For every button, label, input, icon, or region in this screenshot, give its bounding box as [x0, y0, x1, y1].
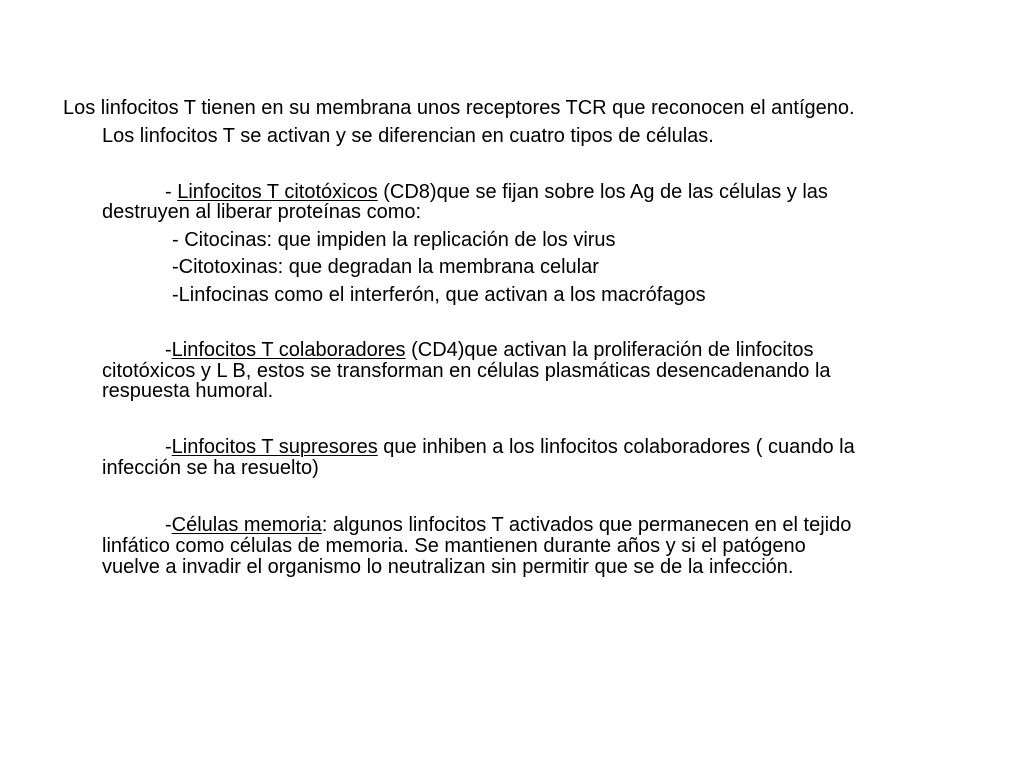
citotoxicos-item-citocinas: - Citocinas: que impiden la replicación de los virus [172, 229, 616, 251]
memoria-term: Células memoria [171, 514, 322, 536]
citotoxicos-line-2: destruyen al liberar proteínas como: [102, 201, 422, 223]
citotoxicos-rest: (CD8)que se fijan sobre los Ag de las células y las [377, 181, 828, 203]
supresores-rest: que inhiben a los linfocitos colaboradores ( cuando la [377, 436, 855, 458]
colaboradores-prefix: - [165, 339, 172, 361]
citotoxicos-prefix: - [165, 181, 178, 203]
colaboradores-line-1 [165, 340, 814, 360]
intro-line-2: Los linfocitos T se activan y se diferencian en cuatro tipos de células. [102, 125, 714, 147]
supresores-line-2: infección se ha resuelto) [102, 457, 319, 479]
citotoxicos-term: Linfocitos T citotóxicos [177, 181, 378, 203]
citotoxicos-item-linfocinas: -Linfocinas como el interferón, que activan a los macrófagos [172, 284, 706, 306]
memoria-line-3: vuelve a invadir el organismo lo neutralizan sin permitir que se de la infección. [102, 556, 794, 578]
supresores-term: Linfocitos T supresores [171, 436, 378, 458]
colaboradores-line-3: respuesta humoral. [102, 380, 274, 402]
citotoxicos-line-1 [165, 182, 828, 202]
memoria-prefix: - [165, 514, 172, 536]
colaboradores-line-2: citotóxicos y L B, estos se transforman en células plasmáticas desencadenando la [102, 360, 831, 382]
memoria-rest: : algunos linfocitos T activados que permanecen en el tejido [321, 514, 852, 536]
colaboradores-rest: (CD4)que activan la proliferación de linfocitos [405, 339, 814, 361]
colaboradores-term: Linfocitos T colaboradores [171, 339, 406, 361]
memoria-line-2: linfático como células de memoria. Se mantienen durante años y si el patógeno [102, 535, 806, 557]
supresores-prefix: - [165, 436, 172, 458]
supresores-line-1 [165, 437, 855, 457]
citotoxicos-item-citotoxinas: -Citotoxinas: que degradan la membrana celular [172, 256, 599, 278]
intro-line-1: Los linfocitos T tienen en su membrana unos receptores TCR que reconocen el antígeno. [63, 97, 855, 119]
memoria-line-1 [165, 515, 851, 535]
